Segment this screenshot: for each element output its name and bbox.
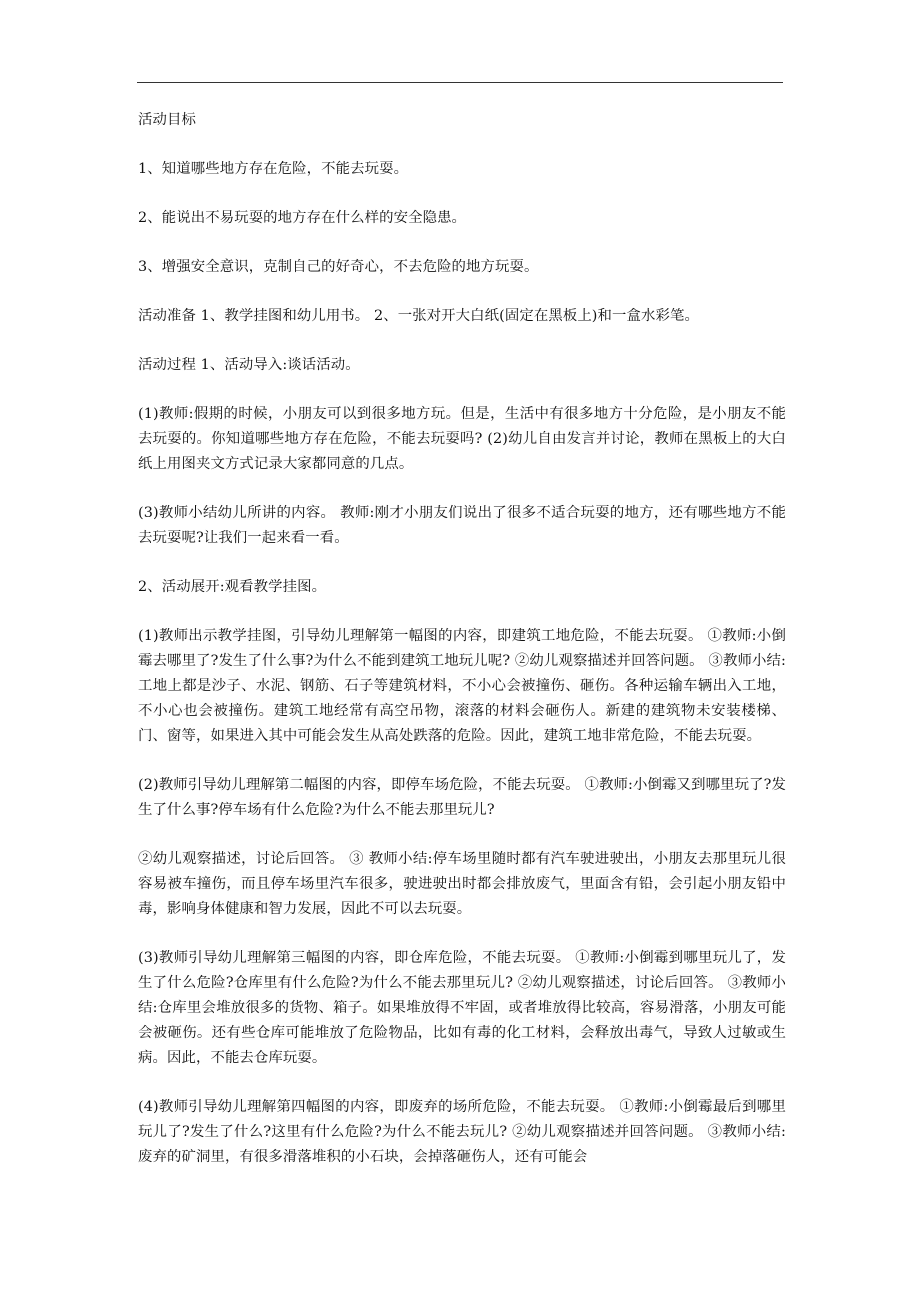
process-step-2-heading: 2、活动展开:观看教学挂图。 xyxy=(138,579,327,595)
goal-item-3: 3、增强安全意识，克制自己的好奇心，不去危险的地方玩耍。 xyxy=(138,259,539,275)
process-paragraph: (3)教师引导幼儿理解第三幅图的内容，即仓库危险，不能去玩耍。 ①教师:小倒霉到哪里玩儿了，发生了什么危险?仓库里有什么危险?为什么不能去那里玩儿? ②幼儿观察描述，讨论后回答。 ③教师小结:仓库里会堆放很多的货物、箱子。如果堆放得不牢固，或者堆放得比较高，容易滑落，小朋友可能会被砸伤。还有些仓库可能堆放了危险物品，比如有毒的化工材料，会释放出毒气，导致人过敏或生病。因此，不能去仓库玩耍。 xyxy=(138,950,786,1066)
process-paragraph: (3)教师小结幼儿所讲的内容。 教师:刚才小朋友们说出了很多不适合玩耍的地方，还有哪些地方不能去玩耍呢?让我们一起来看一看。 xyxy=(138,505,786,546)
process-paragraph: ②幼儿观察描述，讨论后回答。 ③ 教师小结:停车场里随时都有汽车驶进驶出，小朋友去那里玩儿很容易被车撞伤，而且停车场里汽车很多，驶进驶出时都会排放废气，里面含有铅，会引起小朋友铅中毒，影响身体健康和智力发展，因此不可以去玩耍。 xyxy=(138,851,786,917)
process-paragraph: (4)教师引导幼儿理解第四幅图的内容，即废弃的场所危险，不能去玩耍。 ①教师:小倒霉最后到哪里玩儿了?发生了什么?这里有什么危险?为什么不能去玩儿? ②幼儿观察描述并回答问题。 ③教师小结:废弃的矿洞里，有很多滑落堆积的小石块，会掉落砸伤人，还有可能会 xyxy=(138,1099,786,1165)
process-step-1-heading: 活动过程 1、活动导入:谈话活动。 xyxy=(138,357,360,373)
header-rule xyxy=(137,82,783,83)
process-paragraph: (2)教师引导幼儿理解第二幅图的内容，即停车场危险，不能去玩耍。 ①教师:小倒霉又到哪里玩了?发生了什么事?停车场有什么危险?为什么不能去那里玩儿? xyxy=(138,777,786,818)
document-body xyxy=(138,108,786,1194)
process-paragraph: (1)教师出示教学挂图，引导幼儿理解第一幅图的内容，即建筑工地危险，不能去玩耍。 ①教师:小倒霉去哪里了?发生了什么事?为什么不能到建筑工地玩儿呢? ②幼儿观察描述并回答问题。 ③教师小结:工地上都是沙子、水泥、钢筋、石子等建筑材料，不小心会被撞伤、砸伤。各种运输车辆出入工地，不小心也会被撞伤。建筑工地经常有高空吊物，滚落的材料会砸伤人。新建的建筑物未安装楼梯、门、窗等，如果进入其中可能会发生从高处跌落的危险。因此，建筑工地非常危险，不能去玩耍。 xyxy=(138,628,786,744)
process-paragraph: (1)教师:假期的时候，小朋友可以到很多地方玩。但是，生活中有很多地方十分危险，是小朋友不能去玩耍的。你知道哪些地方存在危险，不能去玩耍吗? (2)幼儿自由发言并讨论，教师在黑板上的大白纸上用图夹文方式记录大家都同意的几点。 xyxy=(138,406,786,472)
section-heading-goals: 活动目标 xyxy=(138,112,196,128)
preparation-paragraph: 活动准备 1、教学挂图和幼儿用书。 2、一张对开大白纸(固定在黑板上)和一盒水彩笔。 xyxy=(138,308,699,324)
goal-item-2: 2、能说出不易玩耍的地方存在什么样的安全隐患。 xyxy=(138,210,467,226)
goal-item-1: 1、知道哪些地方存在危险，不能去玩耍。 xyxy=(138,161,409,177)
